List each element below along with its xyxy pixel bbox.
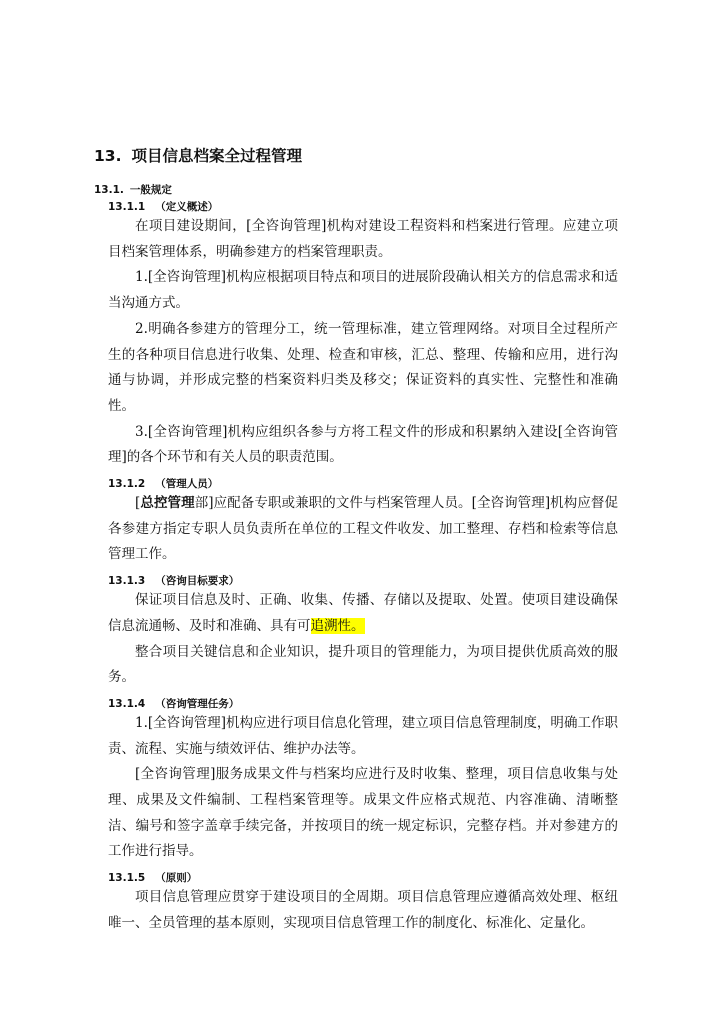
subsection-heading-13-1-2 (108, 477, 618, 491)
paragraph: 项目信息管理应贯穿于建设项目的全周期。项目信息管理应遵循高效处理、枢纽唯一、全员管理的基本原则，实现项目信息管理工作的制度化、标准化、定量化。 (108, 889, 618, 931)
chapter-heading (94, 144, 618, 168)
subsection-title: （咨询目标要求） (155, 575, 240, 588)
text-run: 部]应配备专职或兼职的文件与档案管理人员。[全咨询管理]机构应督促各参建方指定专职人员负责所在单位的工程文件收发、加工整理、存档和检索等信息管理工作。 (108, 495, 619, 563)
subsection-title: （管理人员） (155, 478, 219, 491)
subsection-number: 13.1.2 (108, 478, 146, 491)
subsection-number: 13.1.5 (108, 872, 146, 885)
subsection-heading-13-1-4 (108, 697, 618, 711)
subsection-title: （咨询管理任务） (155, 697, 240, 710)
subsection-title: （原则） (155, 872, 198, 885)
paragraph: 2.明确各参建方的管理分工，统一管理标准，建立管理网络。对项目全过程所产生的各种项目信息进行收集、处理、检查和审核，汇总、整理、传输和应用，进行沟通与协调，并形成完整的档案资料归类及移交；保证资料的真实性、完整性和准确性。 (108, 320, 618, 414)
document-body (94, 144, 619, 937)
paragraph: 在项目建设期间，[全咨询管理]机构对建设工程资料和档案进行管理。应建立项目档案管理体系，明确参建方的档案管理职责。 (108, 218, 618, 260)
chapter-number: 13. (94, 147, 122, 165)
paragraph: [全咨询管理]服务成果文件与档案均应进行及时收集、整理，项目信息收集与处理、成果及文件编制、工程档案管理等。成果文件应格式规范、内容准确、清晰整洁、编号和签字盖章手续完备，并按项目的统一规定标识，完整存档。并对参建方的工作进行指导。 (108, 766, 618, 860)
paragraph (108, 491, 618, 568)
paragraph: 整合项目关键信息和企业知识，提升项目的管理能力，为项目提供优质高效的服务。 (108, 643, 618, 686)
section-heading (94, 182, 618, 198)
subsection-number: 13.1.3 (108, 575, 146, 588)
subsection-number: 13.1.1 (108, 201, 146, 213)
paragraph: 1.[全咨询管理]机构应根据项目特点和项目的进展阶段确认相关方的信息需求和适当沟通方式。 (108, 269, 618, 312)
text-run: 保证项目信息及时、正确、收集、传播、存储以及提取、处置。使项目建设确保信息流通畅、及时和准确、具有可 (108, 592, 618, 634)
paragraph: 1.[全咨询管理]机构应进行项目信息化管理，建立项目信息管理制度，明确工作职责、流程、实施与绩效评估、维护办法等。 (108, 714, 618, 757)
subsection-heading-13-1-5 (108, 871, 618, 885)
highlighted-text: 追溯性。 (310, 617, 365, 634)
paragraph: 3.[全咨询管理]机构应组织各参与方将工程文件的形成和积累纳入建设[全咨询管理]的各个环节和有关人员的职责范围。 (108, 423, 618, 466)
section-title: 一般规定 (129, 184, 172, 196)
text-run: [ (135, 495, 141, 512)
bold-text: 总控管理 (140, 495, 195, 512)
subsection-heading-13-1-3 (108, 574, 618, 588)
section-number: 13.1. (94, 184, 124, 196)
chapter-title: 项目信息档案全过程管理 (131, 147, 302, 165)
subsection-heading-13-1-1 (108, 200, 618, 214)
subsection-number: 13.1.4 (108, 697, 146, 710)
paragraph (108, 588, 618, 639)
subsection-title: （定义概述） (155, 201, 219, 213)
